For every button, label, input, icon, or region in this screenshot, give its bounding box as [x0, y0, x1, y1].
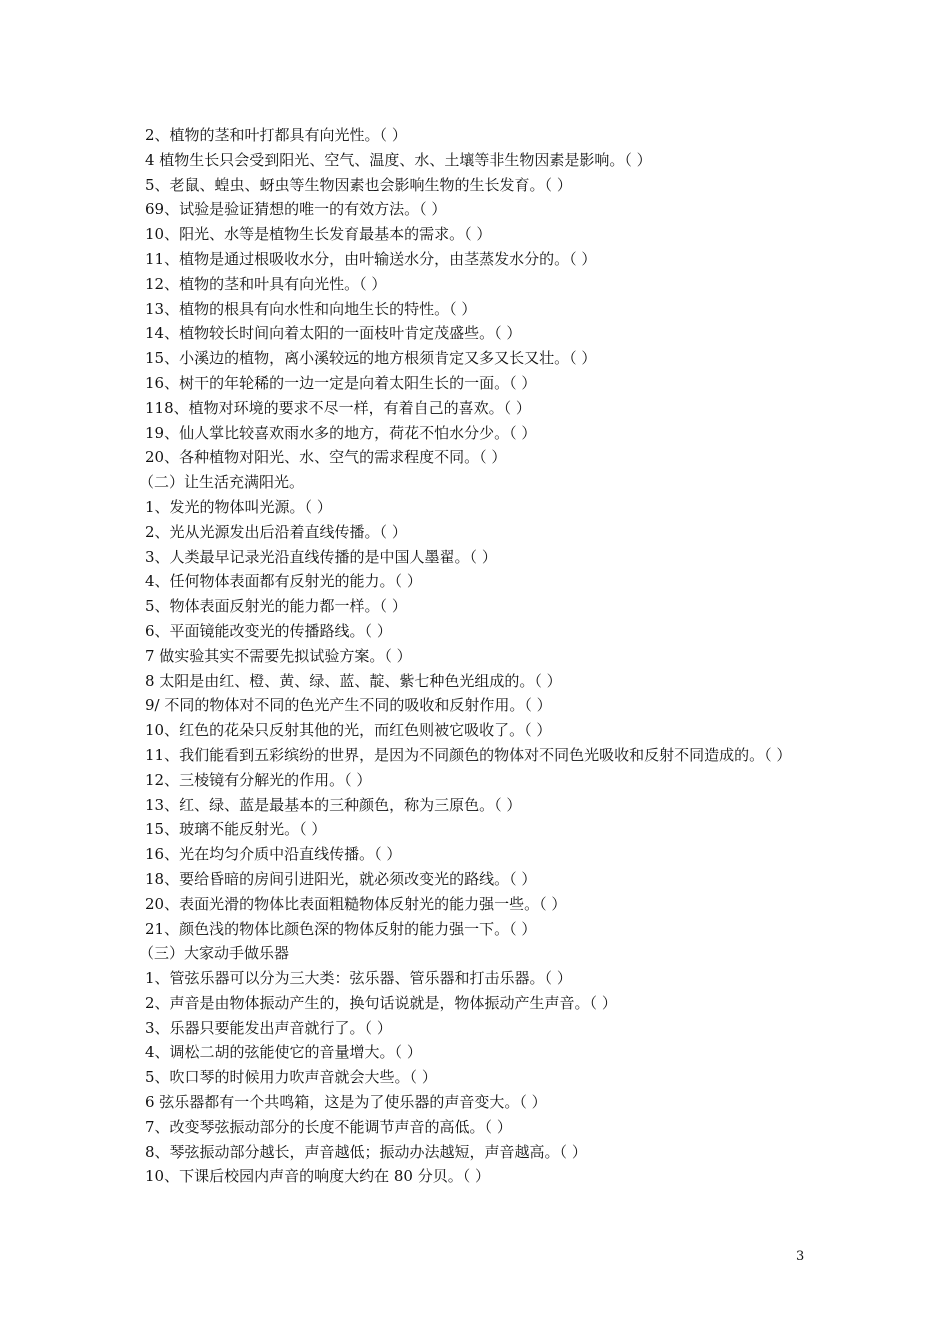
list-item: 10、下课后校园内声音的响度大约在 80 分贝。（ ）	[145, 1167, 490, 1186]
list-item: 69、试验是验证猜想的唯一的有效方法。（ ）	[145, 200, 447, 219]
section-heading: （二）让生活充满阳光。	[139, 473, 305, 492]
list-item: 18、要给昏暗的房间引进阳光，就必须改变光的路线。（ ）	[145, 869, 537, 888]
list-item: 3、乐器只要能发出声音就行了。（ ）	[145, 1018, 392, 1037]
list-item: 16、光在均匀介质中沿直线传播。（ ）	[145, 845, 402, 864]
list-item: 2、植物的茎和叶打都具有向光性。（ ）	[145, 126, 407, 144]
section-heading: （三）大家动手做乐器	[139, 944, 290, 963]
list-item: 10、阳光、水等是植物生长发育最基本的需求。（ ）	[145, 225, 492, 244]
list-item: 4 植物生长只会受到阳光、空气、温度、水、土壤等非生物因素是影响。（ ）	[145, 150, 652, 169]
list-item: 2、光从光源发出后沿着直线传播。（ ）	[145, 522, 407, 541]
list-item: 3、人类最早记录光沿直线传播的是中国人墨翟。（ ）	[145, 547, 497, 566]
list-item: 5、物体表面反射光的能力都一样。（ ）	[145, 597, 407, 616]
question-list	[139, 123, 835, 1189]
list-item: 9/ 不同的物体对不同的色光产生不同的吸收和反射作用。（ ）	[145, 696, 552, 715]
list-item: 6 弦乐器都有一个共鸣箱，这是为了使乐器的声音变大。（ ）	[145, 1093, 547, 1112]
list-item: 4、调松二胡的弦能使它的音量增大。（ ）	[145, 1043, 422, 1062]
list-item: 13、植物的根具有向水性和向地生长的特性。（ ）	[145, 299, 477, 318]
page-number: 3	[796, 1249, 805, 1264]
list-item: 13、红、绿、蓝是最基本的三种颜色，称为三原色。（ ）	[145, 795, 522, 814]
list-item: 19、仙人掌比较喜欢雨水多的地方，荷花不怕水分少。（ ）	[145, 423, 537, 442]
list-item: 21、颜色浅的物体比颜色深的物体反射的能力强一下。（ ）	[145, 919, 537, 938]
list-item: 1、管弦乐器可以分为三大类：弦乐器、管乐器和打击乐器。（ ）	[145, 969, 572, 988]
list-item: 5、老鼠、蝗虫、蚜虫等生物因素也会影响生物的生长发育。（ ）	[145, 175, 572, 194]
list-item: 12、植物的茎和叶具有向光性。（ ）	[145, 274, 387, 293]
list-item: 15、小溪边的植物，离小溪较远的地方根须肯定又多又长又壮。（ ）	[145, 349, 597, 368]
list-item: 11、我们能看到五彩缤纷的世界，是因为不同颜色的物体对不同色光吸收和反射不同造成的。（ ）	[145, 745, 792, 764]
list-item: 2、声音是由物体振动产生的，换句话说就是，物体振动产生声音。（ ）	[145, 993, 617, 1012]
list-item: 8、琴弦振动部分越长，声音越低；振动办法越短，声音越高。（ ）	[145, 1142, 587, 1161]
list-item: 10、红色的花朵只反射其他的光，而红色则被它吸收了。（ ）	[145, 721, 552, 740]
list-item: 118、植物对环境的要求不尽一样，有着自己的喜欢。（ ）	[145, 398, 531, 417]
list-item: 20、各种植物对阳光、水、空气的需求程度不同。（ ）	[145, 448, 507, 467]
list-item: 6、平面镜能改变光的传播路线。（ ）	[145, 621, 392, 640]
list-item: 15、玻璃不能反射光。（ ）	[145, 820, 327, 839]
list-item: 4、任何物体表面都有反射光的能力。（ ）	[145, 572, 422, 591]
list-item: 8 太阳是由红、橙、黄、绿、蓝、靛、紫七种色光组成的。（ ）	[145, 671, 562, 690]
list-item: 14、植物较长时间向着太阳的一面枝叶肯定茂盛些。（ ）	[145, 324, 522, 343]
list-item: 5、吹口琴的时候用力吹声音就会大些。（ ）	[145, 1068, 437, 1087]
list-item: 7 做实验其实不需要先拟试验方案。（ ）	[145, 646, 412, 665]
list-item: 11、植物是通过根吸收水分，由叶输送水分，由茎蒸发水分的。（ ）	[145, 249, 597, 268]
list-item: 16、树干的年轮稀的一边一定是向着太阳生长的一面。（ ）	[145, 373, 537, 392]
list-item: 7、改变琴弦振动部分的长度不能调节声音的高低。（ ）	[145, 1117, 512, 1136]
list-item: 20、表面光滑的物体比表面粗糙物体反射光的能力强一些。（ ）	[145, 894, 567, 913]
list-item: 1、发光的物体叫光源。（ ）	[145, 497, 332, 516]
list-item: 12、三棱镜有分解光的作用。（ ）	[145, 770, 372, 789]
